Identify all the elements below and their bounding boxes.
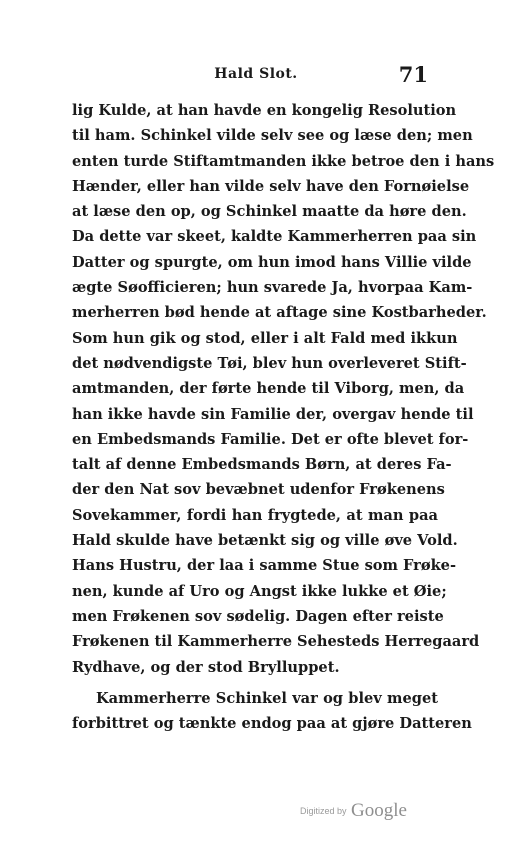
digitization-watermark	[300, 800, 407, 822]
text-line: der den Nat sov bevæbnet udenfor Frøkenens	[72, 481, 445, 499]
text-line: han ikke havde sin Familie der, overgav hende til	[72, 405, 474, 423]
text-line: enten turde Stiftamtmanden ikke betroe den i hans	[72, 152, 495, 170]
google-logo: Google	[350, 800, 407, 821]
text-line: Hænder, eller han vilde selv have den Fornøielse	[72, 177, 470, 195]
text-line: Som hun gik og stod, eller i alt Fald med ikkun	[72, 329, 458, 347]
text-line: men Frøkenen sov sødelig. Dagen efter reiste	[72, 607, 444, 625]
text-line: at læse den op, og Schinkel maatte da høre den.	[72, 203, 467, 221]
text-line: til ham. Schinkel vilde selv see og læse den; men	[72, 127, 473, 145]
page-number: 71	[398, 62, 428, 87]
page-header	[0, 62, 512, 88]
text-line: Hans Hustru, der laa i samme Stue som Frøke-	[72, 557, 457, 575]
text-line: det nødvendigste Tøi, blev hun overleveret Stift-	[72, 354, 467, 372]
running-head: Hald Slot.	[214, 66, 298, 82]
text-line: nen, kunde af Uro og Angst ikke lukke et Øie;	[72, 582, 447, 600]
text-line: merherren bød hende at aftage sine Kostbarheder.	[72, 304, 487, 322]
text-line: Datter og spurgte, om hun imod hans Villie vilde	[72, 253, 472, 271]
text-line: forbittret og tænkte endog paa at gjøre Datteren	[72, 715, 472, 733]
text-line: talt af denne Embedsmands Børn, at deres Fa-	[72, 456, 452, 474]
text-line: Da dette var skeet, kaldte Kammerherren paa sin	[72, 228, 477, 246]
text-line: Hald skulde have betænkt sig og ville øve Vold.	[72, 532, 458, 550]
text-line: Rydhave, og der stod Brylluppet.	[72, 658, 340, 676]
digitized-by-label: Digitized by	[300, 806, 347, 816]
text-line: en Embedsmands Familie. Det er ofte blevet for-	[72, 430, 469, 448]
text-line: lig Kulde, at han havde en kongelig Resolution	[72, 102, 457, 119]
text-line: Frøkenen til Kammerherre Sehesteds Herregaard	[72, 633, 480, 651]
body-text	[72, 98, 495, 736]
text-line: amtmanden, der førte hende til Viborg, men, da	[72, 380, 465, 398]
text-line-paragraph-start: Kammerherre Schinkel var og blev meget	[96, 689, 438, 707]
text-line: ægte Søofficieren; hun svarede Ja, hvorpaa Kam-	[72, 279, 473, 297]
text-line: Sovekammer, fordi han frygtede, at man paa	[72, 506, 438, 524]
